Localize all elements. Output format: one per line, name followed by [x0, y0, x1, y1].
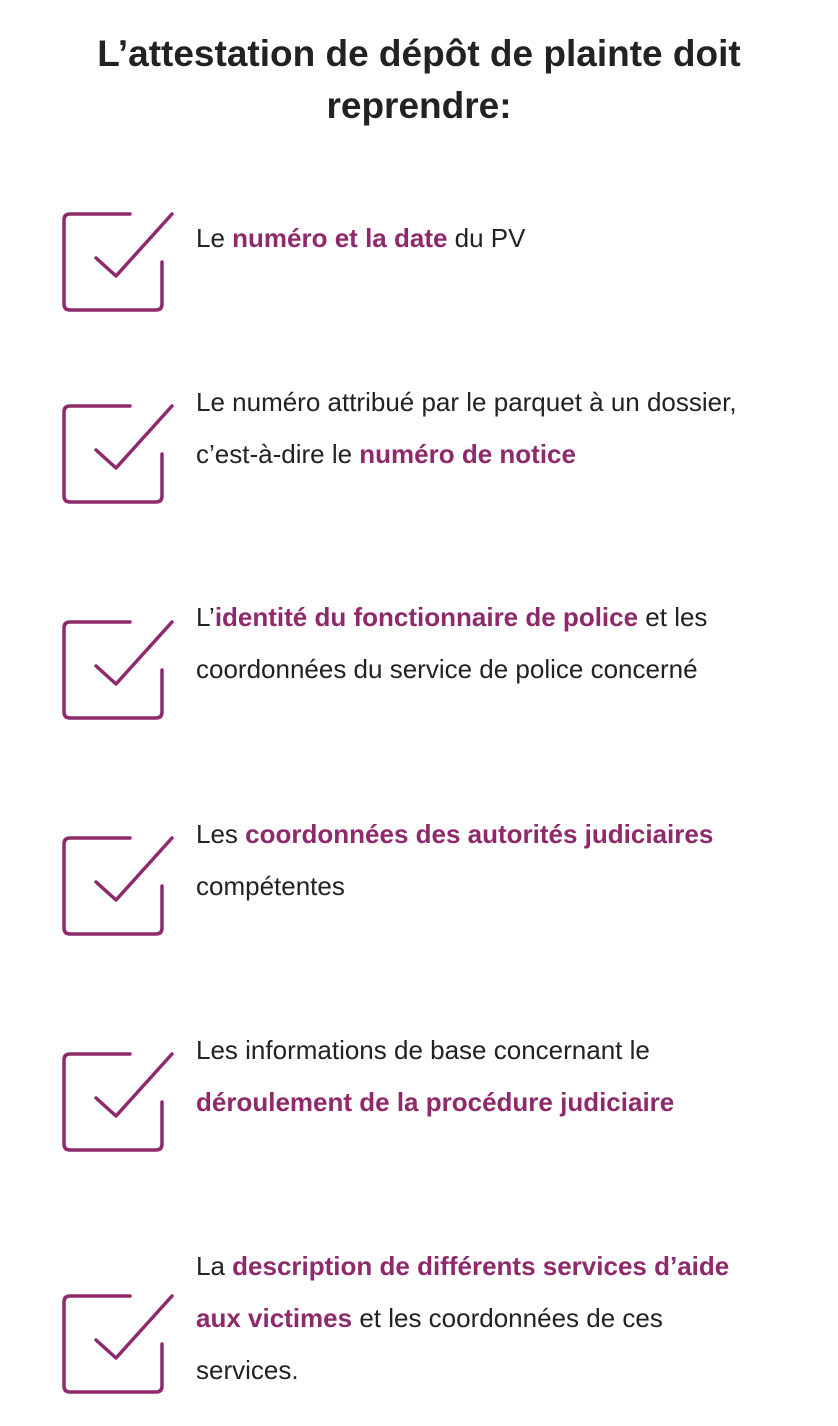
list-item-line: Le numéro attribué par le parquet à un dossier, [196, 387, 737, 417]
highlight-text: numéro et la date [232, 223, 448, 253]
highlight-text: identité du fonctionnaire de police [214, 602, 639, 632]
list-item-text [196, 1240, 826, 1396]
text-span: Le [196, 223, 233, 253]
checkbox-checked-icon [58, 208, 178, 312]
page-title [0, 28, 838, 132]
list-item-line: services. [196, 1355, 299, 1385]
list-item-text [196, 376, 826, 480]
checkbox-checked-icon [58, 832, 178, 936]
checkbox-checked-icon [58, 616, 178, 720]
checkbox-checked-icon [58, 1048, 178, 1152]
list-item-line [196, 428, 826, 480]
page-title-line-2: reprendre: [326, 85, 512, 126]
checkbox-checked-icon [58, 1290, 178, 1394]
text-span: Les [196, 819, 246, 849]
list-item-line: coordonnées du service de police concerné [196, 654, 698, 684]
list-item-line: compétentes [196, 871, 345, 901]
list-item-text [196, 808, 826, 912]
text-span: et les coordonnées de ces [352, 1303, 663, 1333]
list-item-line: Les informations de base concernant le [196, 1035, 650, 1065]
list-item-line [196, 1076, 826, 1128]
list-item-line [196, 212, 826, 264]
list-item-line [196, 1292, 826, 1344]
text-span: et les [638, 602, 708, 632]
page-title-line-1: L’attestation de dépôt de plainte doit [97, 33, 741, 74]
checkbox-checked-icon [58, 400, 178, 504]
highlight-text: description de différents services d’aide [232, 1251, 730, 1281]
list-item-line [196, 1240, 826, 1292]
highlight-text: aux victimes [196, 1303, 353, 1333]
highlight-text: numéro de notice [359, 439, 576, 469]
list-item-text [196, 1024, 826, 1128]
list-item-text [196, 591, 826, 695]
list-item-text [196, 212, 826, 264]
text-span: du PV [447, 223, 526, 253]
highlight-text: déroulement de la procédure judiciaire [196, 1087, 675, 1117]
text-span: La [196, 1251, 233, 1281]
text-span: L’ [196, 602, 215, 632]
highlight-text: coordonnées des autorités judiciaires [245, 819, 714, 849]
list-item-line [196, 808, 826, 860]
text-span: c’est-à-dire le [196, 439, 360, 469]
list-item-line [196, 591, 826, 643]
